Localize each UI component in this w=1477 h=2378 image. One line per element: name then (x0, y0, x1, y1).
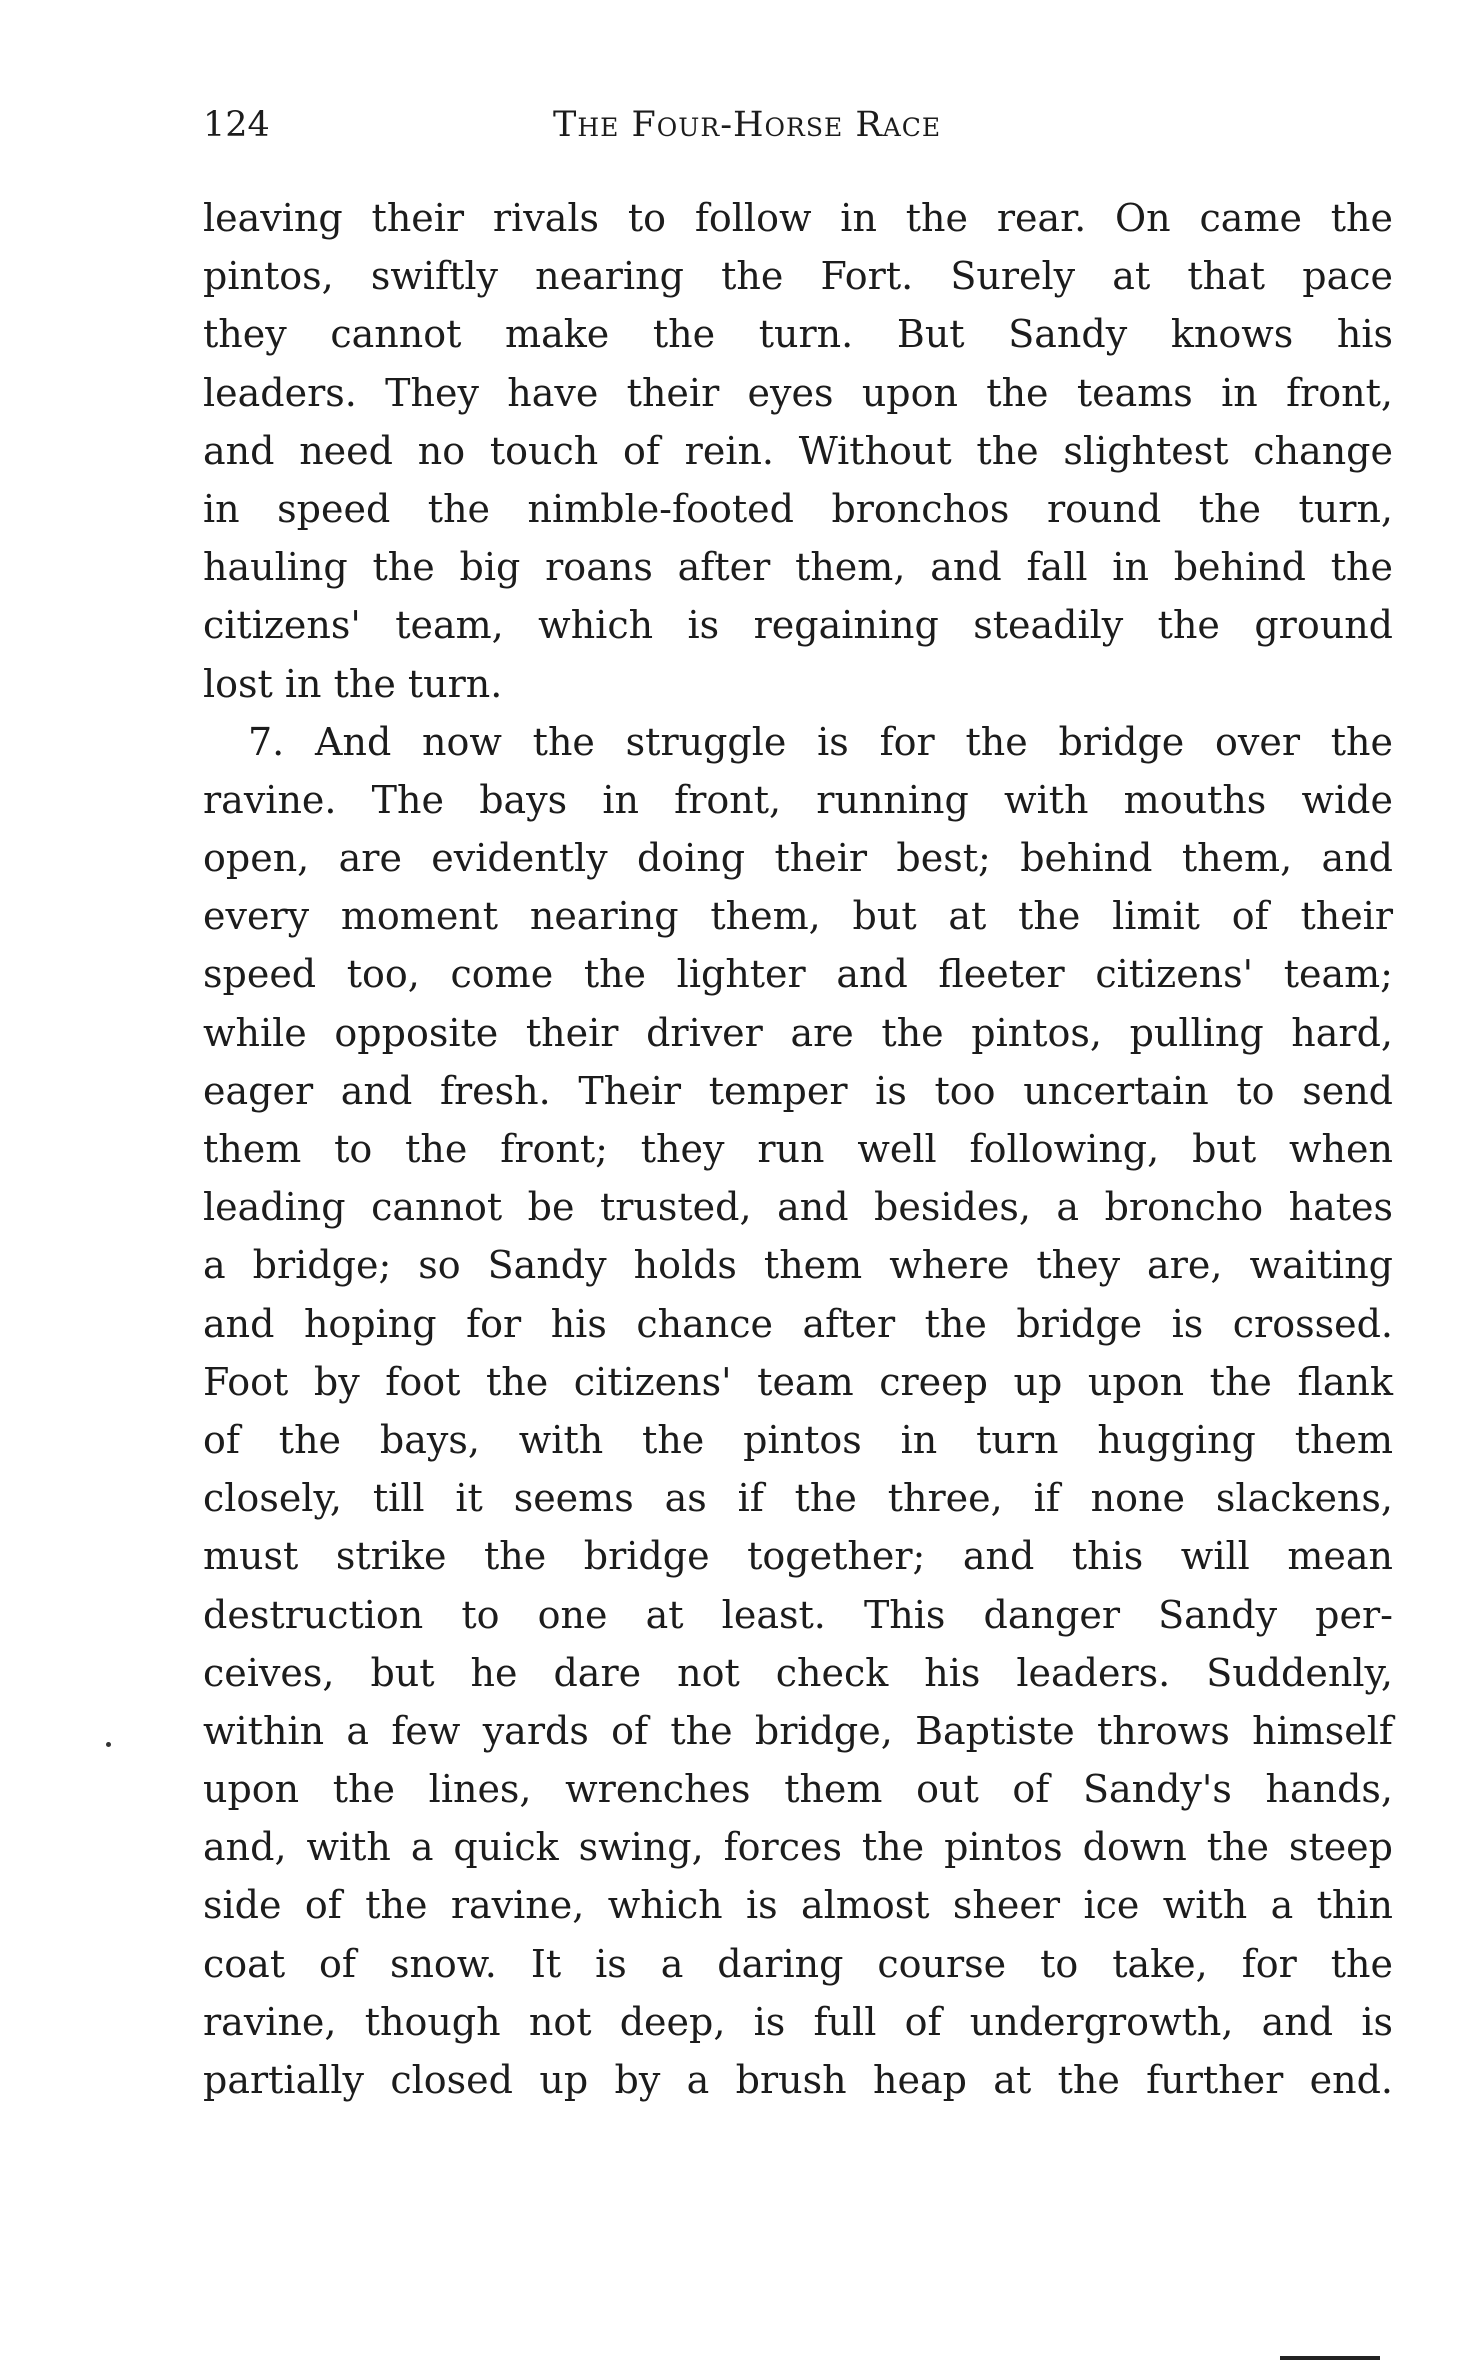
text-line: closely, till it seems as if the three, if none slackens, (203, 1476, 1393, 1521)
text-line: eager and fresh. Their temper is too uncertain to send (203, 1068, 1393, 1113)
text-line: in speed the nimble-footed bronchos round the turn, (203, 486, 1393, 531)
page-number: 124 (203, 105, 270, 145)
text-line: must strike the bridge together; and this will mean (203, 1534, 1393, 1579)
text-line: every moment nearing them, but at the limit of their (203, 894, 1393, 939)
text-line: and need no touch of rein. Without the slightest change (203, 428, 1393, 473)
text-line: Foot by foot the citizens' team creep up upon the flank (203, 1359, 1393, 1404)
text-line: ceives, but he dare not check his leaders. Suddenly, (203, 1650, 1393, 1695)
text-line: open, are evidently doing their best; behind them, and (203, 836, 1393, 881)
text-line: partially closed up by a brush heap at the further end. (203, 2058, 1393, 2102)
text-line: and hoping for his chance after the bridge is crossed. (203, 1301, 1393, 1346)
body-text (203, 189, 1393, 2109)
text-line: and, with a quick swing, forces the pintos down the steep (203, 1825, 1393, 1870)
text-line: they cannot make the turn. But Sandy knows his (203, 312, 1393, 357)
text-line: leaving their rivals to follow in the rear. On came the (203, 196, 1393, 240)
text-line: citizens' team, which is regaining steadily the ground (203, 603, 1393, 648)
paragraph-start-line: 7. And now the struggle is for the bridge over the (248, 719, 1393, 764)
text-line: hauling the big roans after them, and fall in behind the (203, 545, 1393, 590)
text-line: a bridge; so Sandy holds them where they are, waiting (203, 1243, 1393, 1288)
text-line: leaders. They have their eyes upon the teams in front, (203, 370, 1393, 415)
text-line: coat of snow. It is a daring course to take, for the (203, 1941, 1393, 1986)
text-line: ravine, though not deep, is full of undergrowth, and is (203, 1999, 1393, 2044)
running-title: The Four-Horse Race (553, 105, 942, 145)
text-line: leading cannot be trusted, and besides, a broncho hates (203, 1185, 1393, 1230)
text-line: ravine. The bays in front, running with mouths wide (203, 777, 1393, 822)
margin-speck (106, 1742, 111, 1747)
text-line: pintos, swiftly nearing the Fort. Surely at that pace (203, 254, 1393, 299)
text-line: while opposite their driver are the pintos, pulling hard, (203, 1010, 1393, 1055)
running-header (203, 100, 1393, 150)
text-line: destruction to one at least. This danger Sandy per- (203, 1592, 1393, 1637)
text-line: side of the ravine, which is almost sheer ice with a thin (203, 1883, 1393, 1928)
text-line: them to the front; they run well following, but when (203, 1127, 1393, 1171)
text-line: of the bays, with the pintos in turn hugging them (203, 1417, 1393, 1462)
paragraph-end-line: lost in the turn. (203, 661, 503, 706)
footer-rule (1280, 2356, 1380, 2360)
text-line: speed too, come the lighter and fleeter citizens' team; (203, 952, 1393, 997)
text-line: within a few yards of the bridge, Baptiste throws himself (203, 1708, 1393, 1753)
text-line: upon the lines, wrenches them out of Sandy's hands, (203, 1767, 1393, 1812)
